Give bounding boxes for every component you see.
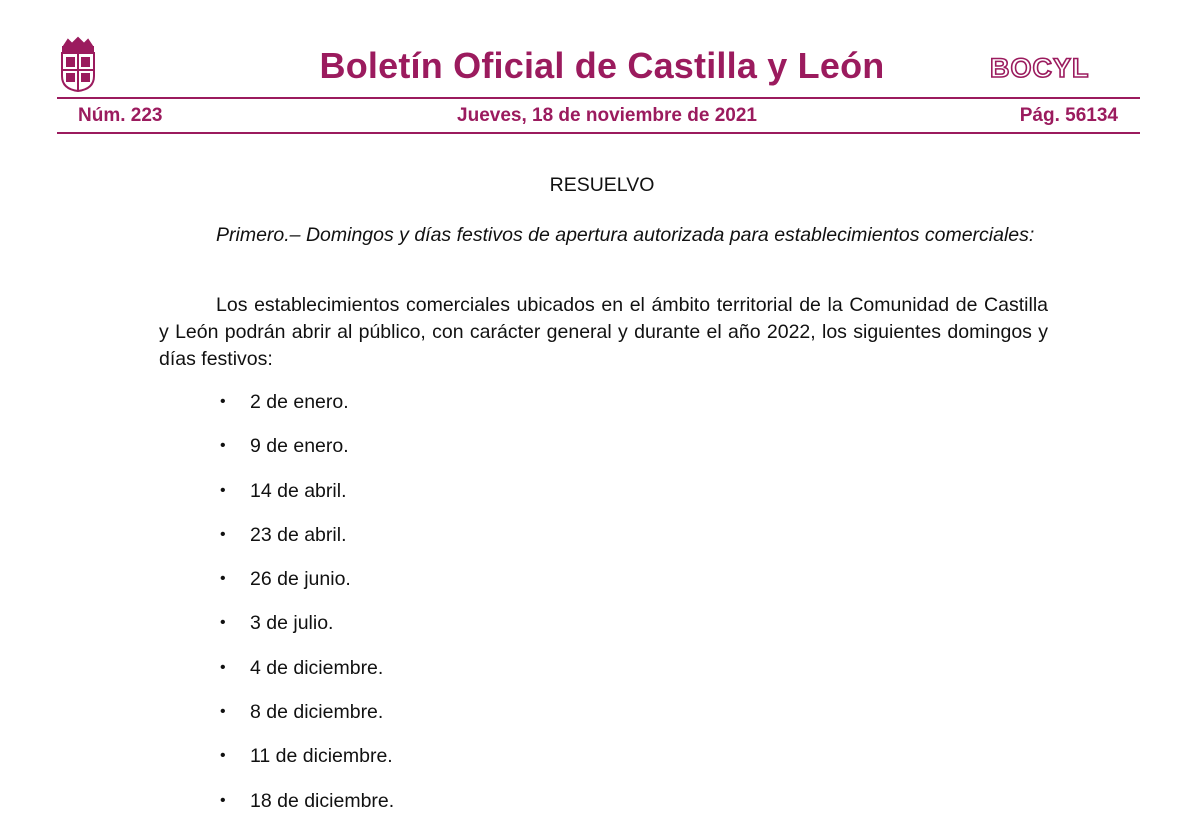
first-section-heading: Primero.– Domingos y días festivos de apertura autorizada para establecimientos comerciales: (216, 224, 1035, 246)
issue-number: Núm. 223 (78, 105, 163, 126)
bullet-icon: • (220, 570, 226, 588)
opening-paragraph: Los establecimientos comerciales ubicados en el ámbito territorial de la Comunidad de Castilla y León podrán abrir al público, con carácter general y durante el año 2022, los siguientes domingos y días festivos: (159, 294, 1048, 370)
bulletin-title: Boletín Oficial de Castilla y León (319, 45, 885, 86)
date-item: 8 de diciembre. (250, 701, 384, 724)
date-item: 2 de enero. (250, 391, 349, 413)
bocyl-logo: BOCYL (990, 53, 1090, 83)
date-item: 14 de abril. (250, 479, 347, 502)
bullet-icon: • (220, 703, 226, 721)
header-divider-top (57, 97, 1140, 99)
date-item: 18 de diciembre. (250, 789, 395, 812)
date-item: 26 de junio. (250, 568, 351, 591)
bullet-icon: • (220, 614, 226, 632)
date-item: 23 de abril. (250, 523, 347, 546)
section-heading: RESUELVO (549, 174, 655, 196)
issue-date: Jueves, 18 de noviembre de 2021 (457, 105, 757, 126)
date-item: 11 de diciembre. (250, 745, 393, 768)
bullet-icon: • (220, 747, 226, 765)
bullet-icon: • (220, 393, 226, 410)
bullet-icon: • (220, 525, 226, 543)
date-item: 3 de julio. (250, 612, 334, 635)
header-divider-bottom (57, 132, 1140, 134)
page-number: Pág. 56134 (1019, 105, 1118, 126)
date-item: 4 de diciembre. (250, 656, 384, 679)
bullet-icon: • (220, 481, 226, 499)
bullet-icon: • (220, 791, 226, 809)
date-item: 9 de enero. (250, 435, 349, 458)
bullet-icon: • (220, 437, 226, 455)
bullet-icon: • (220, 658, 226, 676)
